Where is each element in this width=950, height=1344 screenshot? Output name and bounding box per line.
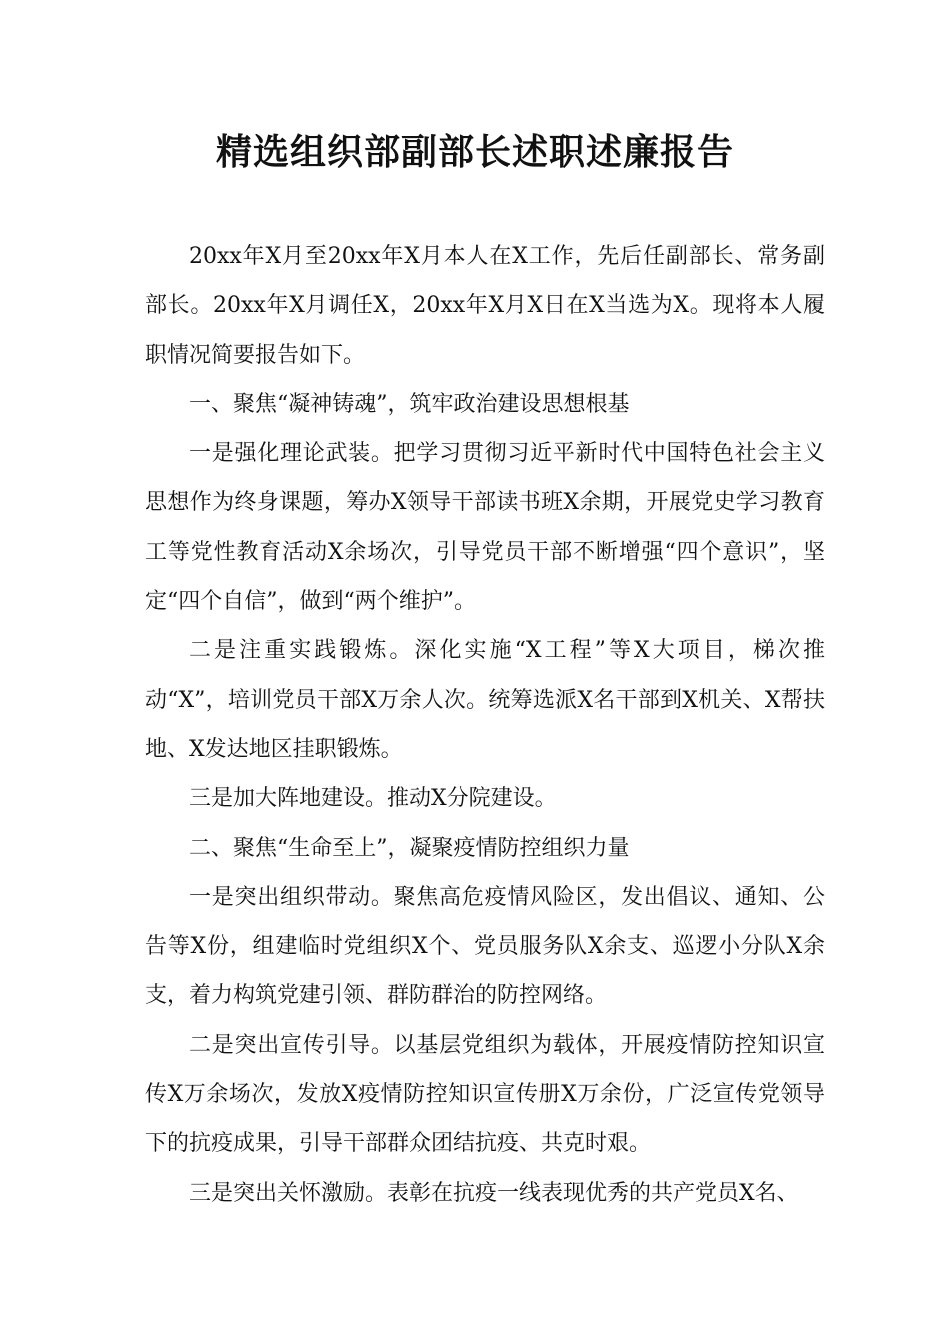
paragraph-theory-study: 一是强化理论武装。把学习贯彻习近平新时代中国特色社会主义思想作为终身课题，筹办X领导干部读书班X余期，开展党史学习教育工等党性教育活动X余场次，引导党员干部不断增强“四个意识”，坚定“四个自信”，做到“两个维护”。 xyxy=(145,441,825,615)
document-body xyxy=(145,232,825,1218)
paragraph-intro: 20xx年X月至20xx年X月本人在X工作，先后任副部长、常务副部长。20xx年X月调任X，20xx年X月X日在X当选为X。现将本人履职情况简要报告如下。 xyxy=(145,244,825,368)
section-heading-epidemic-prevention: 二、聚焦“生命至上”，凝聚疫情防控组织力量 xyxy=(189,835,630,861)
paragraph-publicity-guidance: 二是突出宣传引导。以基层党组织为载体，开展疫情防控知识宣传X万余场次，发放X疫情防控知识宣传册X万余份，广泛宣传党领导下的抗疫成果，引导干部群众团结抗疫、共克时艰。 xyxy=(145,1032,825,1157)
paragraph-position-building: 三是加大阵地建设。推动X分院建设。 xyxy=(189,786,557,812)
document-title: 精选组织部副部长述职述廉报告 xyxy=(215,132,734,173)
paragraph-practice-training: 二是注重实践锻炼。深化实施“X工程”等X大项目，梯次推动“X”，培训党员干部X万余人次。统筹选派X名干部到X机关、X帮扶地、X发达地区挂职锻炼。 xyxy=(145,638,825,762)
section-heading-political-construction: 一、聚焦“凝神铸魂”，筑牢政治建设思想根基 xyxy=(189,391,630,417)
paragraph-organization-drive: 一是突出组织带动。聚焦高危疫情风险区，发出倡议、通知、公告等X份，组建临时党组织X个、党员服务队X余支、巡逻小分队X余支，着力构筑党建引领、群防群治的防控网络。 xyxy=(145,884,825,1009)
paragraph-care-incentive: 三是突出关怀激励。表彰在抗疫一线表现优秀的共产党员X名、 xyxy=(189,1180,799,1206)
